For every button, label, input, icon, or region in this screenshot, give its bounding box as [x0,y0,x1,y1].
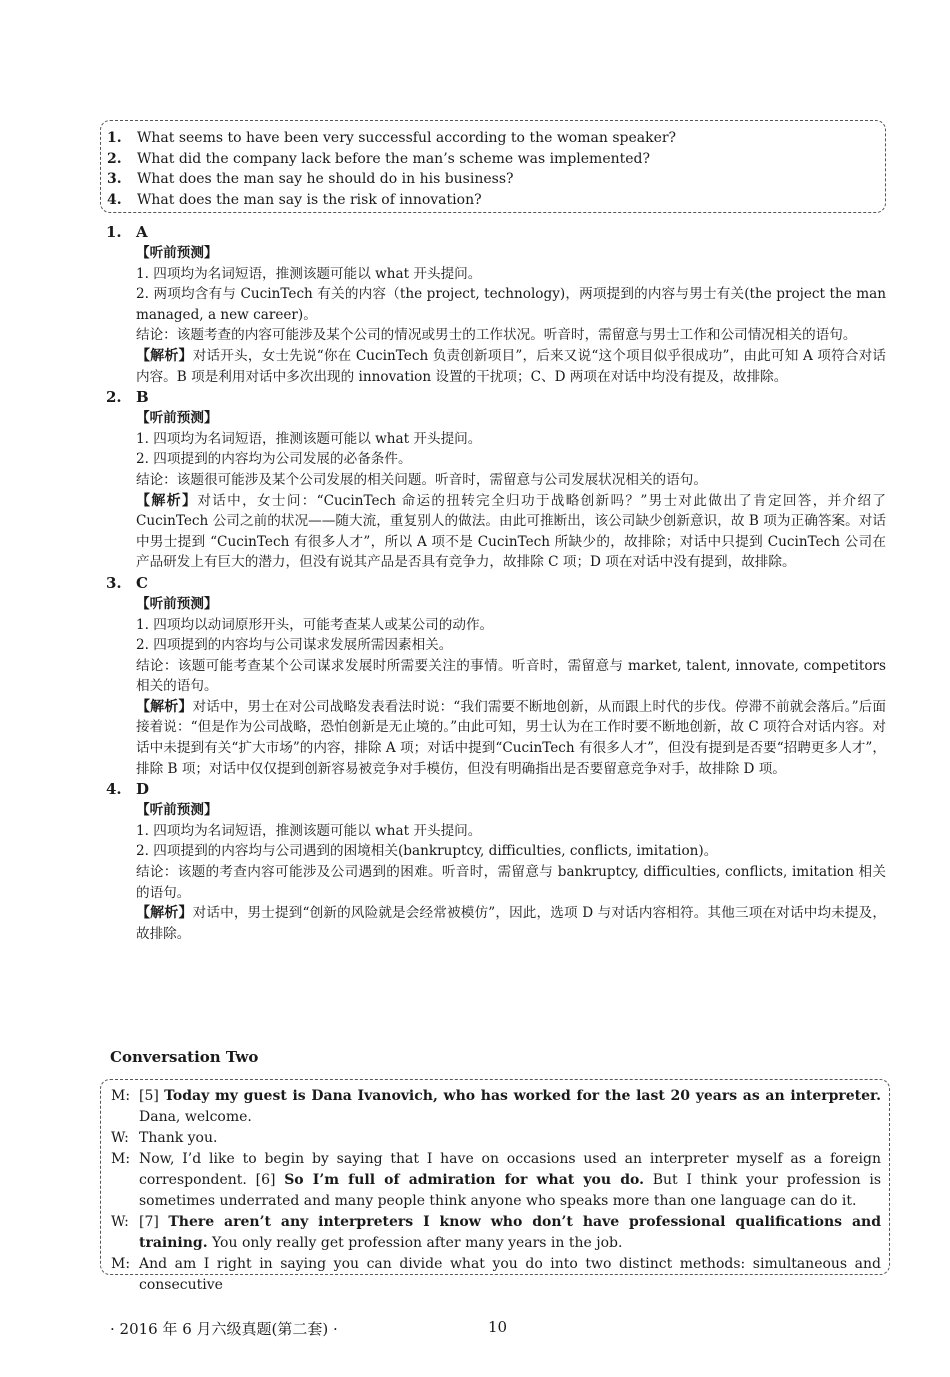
pre-listening-tag: 【听前预测】 [136,245,218,261]
questions-box [100,120,886,213]
analysis-paragraph [136,346,886,387]
prediction-line: 1. 四项均为名词短语，推测该题可能以 what 开头提问。 [136,265,482,282]
prediction-line: 2. 两项均含有与 CucinTech 有关的内容（the project, technology)，两项提到的内容与男士有关(the project the man managed, a new career)。 [136,286,886,323]
analysis-paragraph [136,697,886,779]
transcript-turn [111,1254,881,1296]
answer-number: 2. [106,388,122,407]
answer-heading [106,573,886,594]
prediction-line: 结论：该题可能考查某个公司谋求发展时所需要关注的事情。听音时，需留意与 market, talent, innovate, competitors 相关的语句。 [136,657,886,695]
analysis-tag: 【解析】 [136,698,193,715]
conversation-transcript-box [100,1079,890,1293]
answer-letter: B [136,388,149,407]
question-number: 2. [107,150,122,167]
transcript-text: Dana, welcome. [139,1109,252,1125]
question-text: What did the company lack before the man’s scheme was implemented? [137,150,651,167]
transcript-turn [111,1149,881,1212]
speaker-label: M: [111,1256,131,1272]
analysis-paragraph [136,491,886,573]
transcript-text: You only really get profession after many years in the job. [207,1235,623,1251]
transcript-text: [6] [255,1172,285,1188]
prediction-line: 1. 四项均为名词短语，推测该题可能以 what 开头提问。 [136,822,482,839]
speaker-label: M: [111,1151,131,1167]
prediction-line: 1. 四项均为名词短语，推测该题可能以 what 开头提问。 [136,430,482,447]
analysis-text: 对话中，女士问：“CucinTech 命运的扭转完全归功于战略创新吗？”男士对此做出了肯定回答，并介绍了 CucinTech 公司之前的状况——随大流，重复别人的做法。由此可推断出，该公司缺少创新意识，故 B 项为正确答案。对话中男士提到 “CucinTech 有很多人才”，所以 A 项不是 CucinTech 所缺少的，故排除；对话中只提到 CucinTech 公司在产品研发上有巨大的潜力，但没有说其产品是否具有竞争力，故排除 C 项；D 项在对话中没有提到，故排除。 [136,492,887,571]
answer-body [136,594,886,779]
answer-number: 4. [106,780,122,799]
answer-body [136,408,886,573]
answer-body [136,243,886,387]
prediction-line: 结论：该题很可能涉及某个公司发展的相关问题。听音时，需留意与公司发展状况相关的语句。 [136,471,707,488]
transcript-text: And am I right in saying you can divide what you do into two distinct methods: simultaneous and consecutive [139,1256,881,1293]
analysis-paragraph [136,903,886,944]
question-item [107,190,875,211]
speaker-label: M: [111,1088,131,1104]
key-sentence: So I’m full of admiration for what you do. [284,1172,644,1188]
answer-heading [106,387,886,408]
turn-text [139,1254,881,1296]
answer-number: 3. [106,573,122,592]
question-text: What does the man say is the risk of innovation? [137,191,482,208]
prediction-line: 结论：该题考查的内容可能涉及某个公司的情况或男士的工作状况。听音时，需留意与男士工作和公司情况相关的语句。 [136,327,857,344]
prediction-line: 1. 四项均以动词原形开头，可能考查某人或某公司的动作。 [136,616,494,633]
analysis-tag: 【解析】 [136,905,193,922]
answer-heading [106,222,886,243]
question-number: 3. [107,171,122,187]
pre-listening-tag: 【听前预测】 [136,595,218,612]
answer-letter: D [136,780,150,799]
analysis-tag: 【解析】 [136,492,198,509]
question-text: What does the man say he should do in his business? [137,171,514,187]
analysis-text: 对话开头，女士先说“你在 CucinTech 负责创新项目”，后来又说“这个项目似乎很成功”，由此可知 A 项符合对话内容。B 项是利用对话中多次出现的 innovation 设置的干扰项；C、D 两项在对话中均没有提及，故排除。 [136,347,886,385]
key-sentence: There aren’t any interpreters I know who don’t have professional qualifications and training. [139,1214,882,1251]
question-number: 4. [107,191,122,208]
question-number: 1. [107,130,122,146]
prediction-line: 2. 四项提到的内容均为公司发展的必备条件。 [136,451,412,468]
speaker-label: W: [111,1214,129,1230]
page-number: 10 [488,1318,508,1336]
key-sentence: Today my guest is Dana Ivanovich, who has worked for the last 20 years as an interpreter. [164,1088,882,1104]
transcript-turn [111,1086,881,1128]
turn-text [139,1212,881,1254]
question-text: What seems to have been very successful according to the woman speaker? [137,130,677,146]
pre-listening-tag: 【听前预测】 [136,802,218,819]
answer-block [106,387,886,573]
transcript-turn [111,1212,881,1254]
question-item [107,128,875,149]
turn-text [139,1086,881,1128]
transcript-text: But I think your profession is sometimes underrated and many people think anyone who speaks more than one language can do it. [139,1172,882,1209]
prediction-line: 2. 四项提到的内容均与公司遇到的困境相关(bankruptcy, difficulties, conflicts, imitation)。 [136,843,718,860]
answer-explanations [106,222,886,944]
speaker-label: W: [111,1130,129,1146]
answer-heading [106,779,886,800]
footer-source: · 2016 年 6 月六级真题(第二套) · [110,1320,338,1338]
prediction-line: 2. 四项提到的内容均与公司谋求发展所需因素相关。 [136,637,453,654]
answer-block [106,222,886,387]
pre-listening-tag: 【听前预测】 [136,410,218,427]
transcript-turn [111,1128,881,1149]
answer-letter: C [136,573,148,592]
analysis-text: 对话中，男士在对公司战略发表看法时说：“我们需要不断地创新，从而跟上时代的步伐。停滞不前就会落后。”后面接着说：“但是作为公司战略，恐怕创新是无止境的。”由此可知，男士认为在工作时要不断地创新，故 C 项符合对话内容。对话中未提到有关“扩大市场”的内容，排除 A 项；对话中提到“CucinTech 有很多人才”，但没有提到是否要“招聘更多人才”，排除 B 项；对话中仅仅提到创新容易被竞争对手模仿，但没有明确指出是否要留意竞争对手，故排除 D 项。 [136,698,886,777]
question-item [107,169,875,190]
turn-text [139,1128,881,1149]
analysis-text: 对话中，男士提到“创新的风险就是会经常被模仿”，因此，选项 D 与对话内容相符。其他三项在对话中均未提及，故排除。 [136,905,887,942]
answer-body [136,800,886,944]
analysis-tag: 【解析】 [136,347,193,364]
question-item [107,149,875,170]
answer-block [106,779,886,944]
prediction-line: 结论：该题的考查内容可能涉及公司遇到的困难。听音时，需留意与 bankruptcy, difficulties, conflicts, imitation 相关的语句。 [136,864,886,901]
transcript-text: Thank you. [139,1130,218,1146]
answer-number: 1. [106,223,122,241]
transcript-text: [5] [139,1088,165,1104]
answer-letter: A [136,223,148,241]
answer-block [106,573,886,779]
conversation-title: Conversation Two [110,1048,259,1066]
turn-text [139,1149,881,1212]
transcript-text: Now, I’d like to begin by saying that I have on occasions used an interpreter myself as a foreign correspondent. [139,1151,881,1188]
transcript-text: [7] [139,1214,169,1230]
